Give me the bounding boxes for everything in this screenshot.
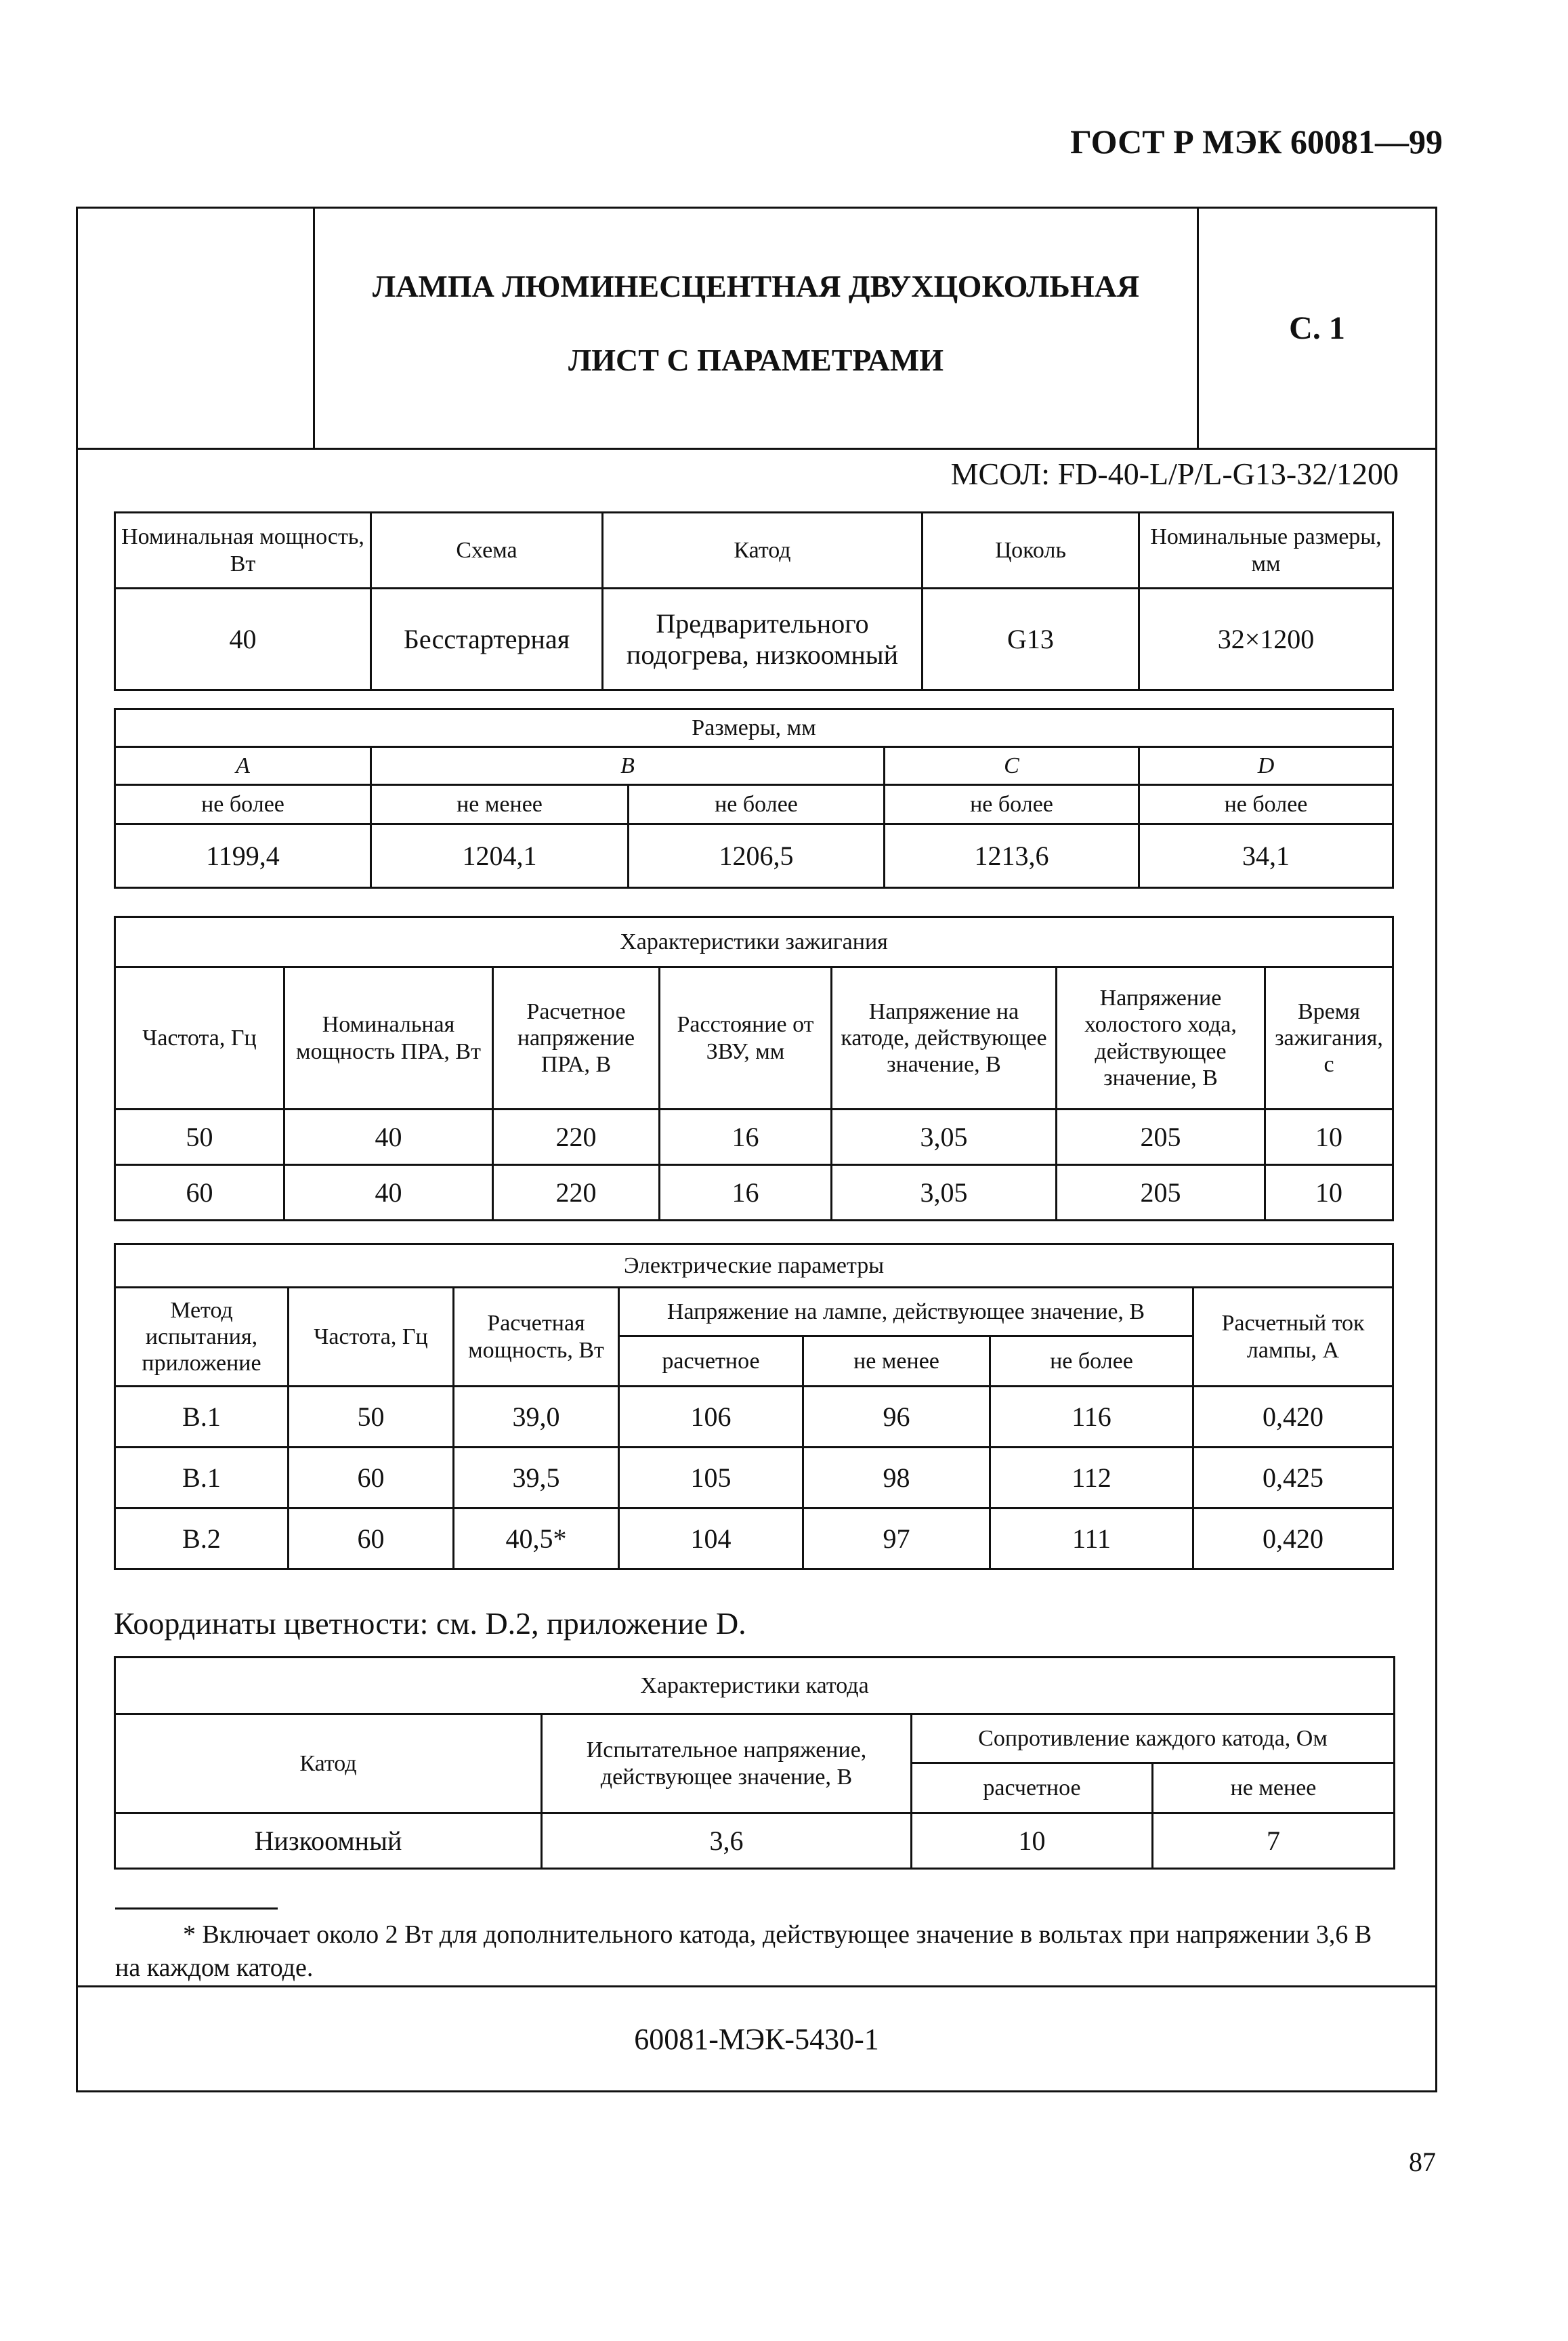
cell: 10: [912, 1813, 1153, 1869]
value-nominal-size: 32×1200: [1139, 589, 1393, 690]
ignition-header: Расстояние от ЗВУ, мм: [660, 967, 832, 1110]
dimension-a-label: A: [115, 747, 371, 785]
header-rated-current: Расчетный ток лампы, А: [1193, 1288, 1393, 1387]
page-number: 87: [1409, 2147, 1436, 2177]
cell: 98: [803, 1448, 990, 1509]
dimension-value: 1204,1: [371, 824, 629, 888]
cell: 0,420: [1193, 1387, 1393, 1448]
dimension-value: 34,1: [1139, 824, 1393, 888]
table-row: [115, 1813, 1395, 1869]
lamp-designation: МСОЛ: FD-40-L/P/L-G13-32/1200: [950, 457, 1399, 491]
table-row: [115, 1110, 1393, 1165]
dimension-value: 1213,6: [885, 824, 1139, 888]
cell: 40: [284, 1110, 493, 1165]
table-row: [115, 1387, 1393, 1448]
value-nominal-power: 40: [115, 589, 371, 690]
header-lamp-voltage: Напряжение на лампе, действующее значение, В: [619, 1288, 1193, 1336]
dimensions-title: Размеры, мм: [115, 709, 1393, 747]
header-voltage-sub: не более: [990, 1336, 1193, 1387]
title-block-empty-cell: [78, 209, 315, 448]
cell: 106: [619, 1387, 803, 1448]
cell: 0,425: [1193, 1448, 1393, 1509]
cell: 60: [289, 1448, 454, 1509]
cell: B.1: [115, 1387, 289, 1448]
sheet-subtitle: ЛИСТ С ПАРАМЕТРАМИ: [568, 343, 944, 377]
cell: 39,0: [454, 1387, 619, 1448]
ignition-title: Характеристики зажигания: [115, 917, 1393, 967]
header-resistance-sub: расчетное: [912, 1763, 1153, 1813]
cell: 97: [803, 1509, 990, 1569]
cell: 50: [289, 1387, 454, 1448]
dimension-d-label: D: [1139, 747, 1393, 785]
header-resistance-sub: не менее: [1153, 1763, 1395, 1813]
value-cap: G13: [923, 589, 1139, 690]
cell: B.1: [115, 1448, 289, 1509]
dimension-limit: не более: [115, 785, 371, 824]
cell: 3,6: [542, 1813, 912, 1869]
cell: 7: [1153, 1813, 1395, 1869]
header-voltage-sub: не менее: [803, 1336, 990, 1387]
cell: 220: [493, 1110, 660, 1165]
sheet-code: 60081-МЭК-5430-1: [78, 1985, 1435, 2090]
dimension-limit: не более: [885, 785, 1139, 824]
title-block: [78, 209, 1435, 450]
cell: 40: [284, 1165, 493, 1221]
cell: 116: [990, 1387, 1193, 1448]
footnote: [115, 1918, 1395, 1985]
cell: 112: [990, 1448, 1193, 1509]
header-nominal-power: Номинальная мощность, Вт: [115, 513, 371, 589]
dimension-value: 1206,5: [629, 824, 885, 888]
table-row: [115, 1509, 1393, 1569]
header-scheme: Схема: [371, 513, 603, 589]
cell: 60: [289, 1509, 454, 1569]
header-cathode-resistance: Сопротивление каждого катода, Ом: [912, 1714, 1395, 1763]
header-cathode: Катод: [603, 513, 923, 589]
title-block-main: [315, 209, 1199, 448]
cell: Низкоомный: [115, 1813, 542, 1869]
color-coordinates-note: Координаты цветности: см. D.2, приложение D.: [114, 1606, 746, 1641]
value-scheme: Бесстартерная: [371, 589, 603, 690]
cell: 10: [1265, 1110, 1393, 1165]
cell: 16: [660, 1110, 832, 1165]
cell: 205: [1057, 1110, 1265, 1165]
cathode-title: Характеристики катода: [115, 1658, 1395, 1714]
cell: 104: [619, 1509, 803, 1569]
ignition-header: Номинальная мощность ПРА, Вт: [284, 967, 493, 1110]
cell: 220: [493, 1165, 660, 1221]
dimension-limit: не менее: [371, 785, 629, 824]
value-cathode: Предварительного подогрева, низкоомный: [603, 589, 923, 690]
dimension-limit: не более: [629, 785, 885, 824]
electrical-title: Электрические параметры: [115, 1244, 1393, 1288]
dimension-value: 1199,4: [115, 824, 371, 888]
ignition-header: Время зажигания, с: [1265, 967, 1393, 1110]
header-cap: Цоколь: [923, 513, 1139, 589]
cathode-table: [114, 1656, 1395, 1870]
dimension-c-label: C: [885, 747, 1139, 785]
ignition-header: Напряжение холостого хода, действующее значение, В: [1057, 967, 1265, 1110]
cell: 105: [619, 1448, 803, 1509]
header-test-voltage: Испытательное напряжение, действующее значение, В: [542, 1714, 912, 1813]
ignition-table: [114, 916, 1394, 1221]
table-row: [115, 1448, 1393, 1509]
dimension-limit: не более: [1139, 785, 1393, 824]
cell: 96: [803, 1387, 990, 1448]
cell: 39,5: [454, 1448, 619, 1509]
dimensions-table: [114, 708, 1394, 889]
sheet-number: С. 1: [1289, 310, 1345, 346]
cell: 60: [115, 1165, 284, 1221]
header-cathode-type: Катод: [115, 1714, 542, 1813]
header-frequency: Частота, Гц: [289, 1288, 454, 1387]
ignition-header: Расчетное напряжение ПРА, В: [493, 967, 660, 1110]
general-parameters-table: [114, 511, 1394, 691]
cell: 40,5*: [454, 1509, 619, 1569]
header-rated-power: Расчетная мощность, Вт: [454, 1288, 619, 1387]
lamp-title: ЛАМПА ЛЮМИНЕСЦЕНТНАЯ ДВУХЦОКОЛЬНАЯ: [372, 269, 1140, 303]
header-nominal-size: Номинальные размеры, мм: [1139, 513, 1393, 589]
ignition-header: Частота, Гц: [115, 967, 284, 1110]
cell: 3,05: [832, 1165, 1057, 1221]
dimension-b-label: B: [371, 747, 885, 785]
cell: 205: [1057, 1165, 1265, 1221]
cell: 0,420: [1193, 1509, 1393, 1569]
header-test-method: Метод испытания, приложение: [115, 1288, 289, 1387]
electrical-parameters-table: [114, 1243, 1394, 1570]
table-row: [115, 1165, 1393, 1221]
footnote-text: * Включает около 2 Вт для дополнительного катода, действующее значение в вольтах при напряжении 3,6 В на каждом катоде.: [115, 1920, 1372, 1983]
footnote-divider: [115, 1907, 278, 1910]
cell: 111: [990, 1509, 1193, 1569]
cell: 50: [115, 1110, 284, 1165]
ignition-header: Напряжение на катоде, действующее значение, В: [832, 967, 1057, 1110]
document-standard-header: ГОСТ Р МЭК 60081—99: [1070, 123, 1443, 161]
cell: 16: [660, 1165, 832, 1221]
cell: 3,05: [832, 1110, 1057, 1165]
header-voltage-sub: расчетное: [619, 1336, 803, 1387]
cell: B.2: [115, 1509, 289, 1569]
cell: 10: [1265, 1165, 1393, 1221]
